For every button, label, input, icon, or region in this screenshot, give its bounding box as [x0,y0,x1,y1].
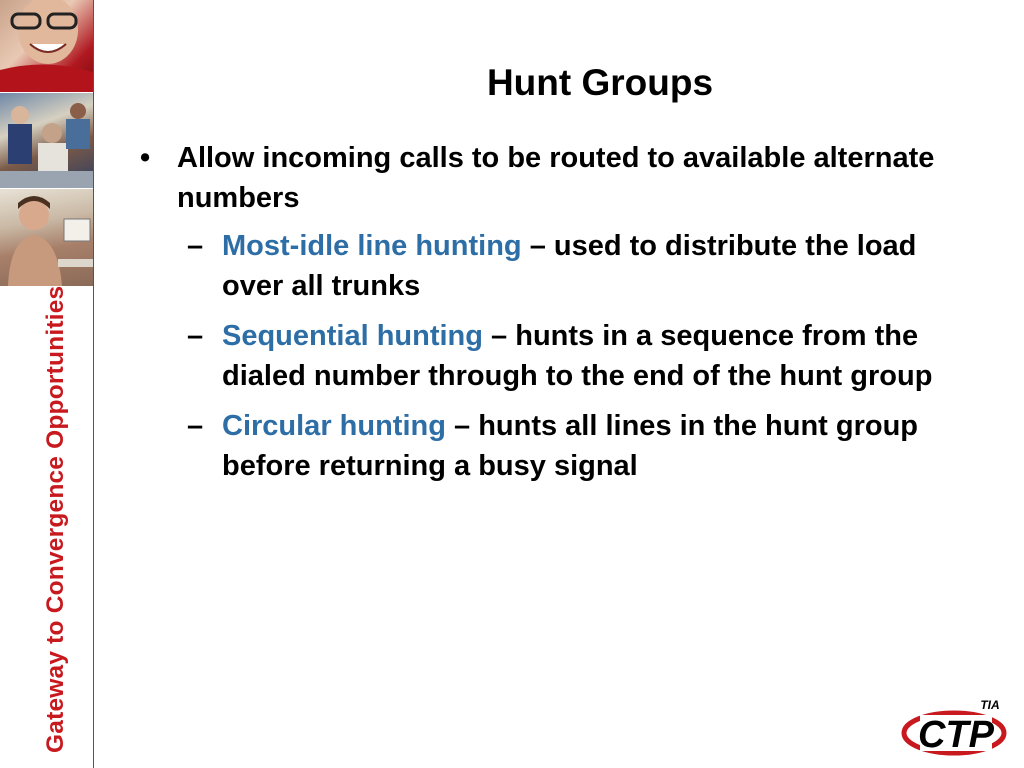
slide-body [136,138,956,496]
sub-item-term: Most-idle line hunting [222,230,522,262]
sub-item-text: – hunts in a sequence from the dialed number through to the end of the hunt group [222,320,933,392]
bullet-marker: • [140,142,151,174]
sub-item-text: – used to distribute the load over all trunks [222,230,917,302]
photo-classroom [0,93,93,188]
photo-smiling-man [0,0,93,92]
slide-title: Hunt Groups [486,62,714,103]
sub-item-marker: – [187,230,204,262]
sub-item-most-idle [136,226,956,306]
sub-item-circular [136,406,956,486]
sub-item-sequential [136,316,956,396]
bullet-text: Allow incoming calls to be routed to available alternate numbers [177,142,935,214]
sub-item-marker: – [187,320,204,352]
sidebar-tagline: Gateway to Convergence Opportunities [42,285,69,753]
photo-student-at-computer [0,189,93,286]
sidebar-banner [0,0,94,768]
bullet-item [136,138,956,218]
logo-main-text: CTP [918,714,994,756]
logo-super-text: TIA [980,698,1000,712]
sub-item-term: Circular hunting [222,410,446,442]
sub-item-term: Sequential hunting [222,320,483,352]
sub-item-text: – hunts all lines in the hunt group before returning a busy signal [222,410,919,482]
tagline-area [0,285,93,768]
sub-item-marker: – [187,410,204,442]
tia-ctp-logo [900,693,1010,759]
